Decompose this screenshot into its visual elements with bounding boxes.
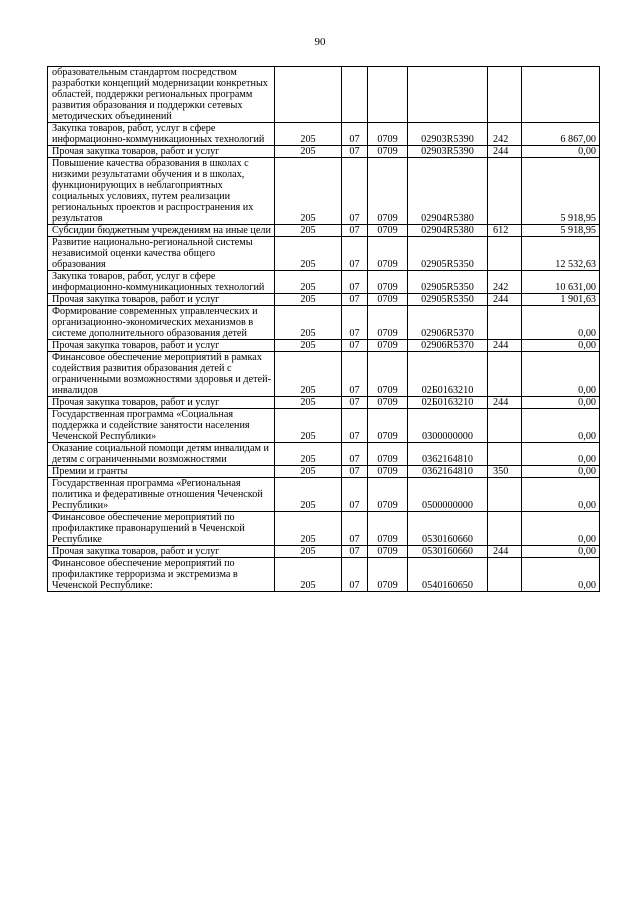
row-target-article: 02906R5370	[408, 340, 488, 352]
row-name: Развитие национально-региональной системы независимой оценки качества общего образования	[48, 237, 275, 271]
table-row	[48, 294, 600, 306]
table-row	[48, 123, 600, 146]
row-section: 07	[342, 294, 368, 306]
row-grbs: 205	[275, 546, 342, 558]
row-expense-type	[488, 409, 522, 443]
row-amount: 5 918,95	[522, 225, 600, 237]
row-amount: 5 918,95	[522, 158, 600, 225]
row-name: Формирование современных управленческих и организационно-экономических механизмов в системе дополнительного образования детей	[48, 306, 275, 340]
row-target-article: 0500000000	[408, 478, 488, 512]
row-subsection: 0709	[368, 352, 408, 397]
row-name: Оказание социальной помощи детям инвалидам и детям с ограниченными возможностями	[48, 443, 275, 466]
row-target-article: 02Б0163210	[408, 397, 488, 409]
row-section: 07	[342, 443, 368, 466]
row-grbs: 205	[275, 237, 342, 271]
row-target-article: 0530160660	[408, 512, 488, 546]
row-grbs: 205	[275, 146, 342, 158]
row-grbs: 205	[275, 466, 342, 478]
table-row	[48, 67, 600, 123]
row-grbs: 205	[275, 123, 342, 146]
row-amount: 0,00	[522, 512, 600, 546]
row-subsection: 0709	[368, 512, 408, 546]
row-subsection: 0709	[368, 225, 408, 237]
row-subsection: 0709	[368, 546, 408, 558]
row-subsection: 0709	[368, 271, 408, 294]
table-row	[48, 558, 600, 592]
row-subsection: 0709	[368, 397, 408, 409]
table-row	[48, 271, 600, 294]
row-expense-type	[488, 67, 522, 123]
row-target-article: 0362164810	[408, 443, 488, 466]
row-expense-type	[488, 512, 522, 546]
row-grbs: 205	[275, 340, 342, 352]
row-expense-type	[488, 478, 522, 512]
row-amount: 0,00	[522, 443, 600, 466]
row-grbs: 205	[275, 512, 342, 546]
row-section: 07	[342, 409, 368, 443]
row-expense-type: 244	[488, 546, 522, 558]
row-section: 07	[342, 466, 368, 478]
row-expense-type: 244	[488, 340, 522, 352]
row-amount: 6 867,00	[522, 123, 600, 146]
row-name: Финансовое обеспечение мероприятий по профилактике терроризма и экстремизма в Чеченской Республике:	[48, 558, 275, 592]
row-subsection: 0709	[368, 478, 408, 512]
row-amount: 0,00	[522, 466, 600, 478]
row-amount: 0,00	[522, 478, 600, 512]
row-target-article: 02905R5350	[408, 237, 488, 271]
table-row	[48, 443, 600, 466]
row-target-article: 0540160650	[408, 558, 488, 592]
row-name: Прочая закупка товаров, работ и услуг	[48, 146, 275, 158]
row-expense-type: 244	[488, 294, 522, 306]
row-section: 07	[342, 512, 368, 546]
row-amount: 0,00	[522, 558, 600, 592]
row-section: 07	[342, 397, 368, 409]
table-row	[48, 158, 600, 225]
row-name: образовательным стандартом посредством разработки концепций модернизации конкретных областей, поддержки региональных программ развития образования и поддержки сетевых методических объединений	[48, 67, 275, 123]
page-number: 90	[314, 36, 326, 48]
row-subsection: 0709	[368, 294, 408, 306]
row-name: Субсидии бюджетным учреждениям на иные цели	[48, 225, 275, 237]
row-subsection: 0709	[368, 558, 408, 592]
row-section: 07	[342, 146, 368, 158]
row-subsection: 0709	[368, 443, 408, 466]
row-target-article: 02904R5380	[408, 158, 488, 225]
table-row	[48, 146, 600, 158]
row-name: Прочая закупка товаров, работ и услуг	[48, 294, 275, 306]
row-amount: 10 631,00	[522, 271, 600, 294]
row-amount: 0,00	[522, 546, 600, 558]
row-subsection: 0709	[368, 146, 408, 158]
row-expense-type: 350	[488, 466, 522, 478]
row-grbs: 205	[275, 306, 342, 340]
row-section: 07	[342, 158, 368, 225]
row-target-article: 02905R5350	[408, 294, 488, 306]
row-target-article	[408, 67, 488, 123]
row-name: Прочая закупка товаров, работ и услуг	[48, 340, 275, 352]
row-target-article: 02905R5350	[408, 271, 488, 294]
row-section: 07	[342, 352, 368, 397]
row-subsection: 0709	[368, 466, 408, 478]
row-section: 07	[342, 271, 368, 294]
row-name: Закупка товаров, работ, услуг в сфере информационно-коммуникационных технологий	[48, 123, 275, 146]
table-row	[48, 512, 600, 546]
row-section: 07	[342, 306, 368, 340]
row-expense-type	[488, 443, 522, 466]
row-target-article: 02Б0163210	[408, 352, 488, 397]
row-target-article: 0530160660	[408, 546, 488, 558]
row-subsection	[368, 67, 408, 123]
row-amount: 0,00	[522, 306, 600, 340]
row-amount: 0,00	[522, 409, 600, 443]
row-subsection: 0709	[368, 306, 408, 340]
table-row	[48, 237, 600, 271]
table-row	[48, 466, 600, 478]
row-name: Закупка товаров, работ, услуг в сфере информационно-коммуникационных технологий	[48, 271, 275, 294]
row-grbs: 205	[275, 352, 342, 397]
table-row	[48, 409, 600, 443]
row-target-article: 02904R5380	[408, 225, 488, 237]
row-grbs: 205	[275, 397, 342, 409]
row-subsection: 0709	[368, 340, 408, 352]
row-amount: 0,00	[522, 397, 600, 409]
row-expense-type: 242	[488, 123, 522, 146]
row-section: 07	[342, 237, 368, 271]
row-grbs: 205	[275, 409, 342, 443]
row-section: 07	[342, 558, 368, 592]
row-target-article: 02903R5390	[408, 123, 488, 146]
row-expense-type	[488, 306, 522, 340]
row-amount	[522, 67, 600, 123]
row-name: Прочая закупка товаров, работ и услуг	[48, 397, 275, 409]
row-name: Финансовое обеспечение мероприятий по профилактике правонарушений в Чеченской Республике	[48, 512, 275, 546]
row-expense-type: 612	[488, 225, 522, 237]
table-row	[48, 225, 600, 237]
row-amount: 12 532,63	[522, 237, 600, 271]
row-grbs: 205	[275, 558, 342, 592]
row-grbs: 205	[275, 294, 342, 306]
row-name: Государственная программа «Региональная политика и федеративные отношения Чеченской Республики»	[48, 478, 275, 512]
row-name: Финансовое обеспечение мероприятий в рамках содействия развития образования детей с ограниченными возможностями здоровья и детей-инвалидов	[48, 352, 275, 397]
row-subsection: 0709	[368, 409, 408, 443]
row-grbs: 205	[275, 271, 342, 294]
row-target-article: 02903R5390	[408, 146, 488, 158]
row-amount: 0,00	[522, 340, 600, 352]
table-row	[48, 478, 600, 512]
row-amount: 0,00	[522, 352, 600, 397]
row-name: Государственная программа «Социальная поддержка и содействие занятости населения Чеченской Республики»	[48, 409, 275, 443]
row-amount: 0,00	[522, 146, 600, 158]
row-expense-type: 244	[488, 146, 522, 158]
row-expense-type: 244	[488, 397, 522, 409]
table-row	[48, 352, 600, 397]
row-section: 07	[342, 123, 368, 146]
row-amount: 1 901,63	[522, 294, 600, 306]
row-section: 07	[342, 546, 368, 558]
row-target-article: 02906R5370	[408, 306, 488, 340]
row-name: Повышение качества образования в школах с низкими результатами обучения и в школах, функционирующих в неблагоприятных социальных условиях, путем реализации региональных проектов и распространения их результатов	[48, 158, 275, 225]
row-expense-type	[488, 558, 522, 592]
row-name: Прочая закупка товаров, работ и услуг	[48, 546, 275, 558]
row-section: 07	[342, 478, 368, 512]
row-section: 07	[342, 340, 368, 352]
row-grbs: 205	[275, 225, 342, 237]
row-subsection: 0709	[368, 123, 408, 146]
row-name: Премии и гранты	[48, 466, 275, 478]
row-target-article: 0362164810	[408, 466, 488, 478]
row-grbs: 205	[275, 443, 342, 466]
row-target-article: 0300000000	[408, 409, 488, 443]
row-subsection: 0709	[368, 158, 408, 225]
row-grbs	[275, 67, 342, 123]
table-row	[48, 546, 600, 558]
row-grbs: 205	[275, 478, 342, 512]
row-subsection: 0709	[368, 237, 408, 271]
row-expense-type: 242	[488, 271, 522, 294]
row-expense-type	[488, 158, 522, 225]
row-section	[342, 67, 368, 123]
row-expense-type	[488, 352, 522, 397]
table-row	[48, 397, 600, 409]
table-row	[48, 340, 600, 352]
row-expense-type	[488, 237, 522, 271]
row-section: 07	[342, 225, 368, 237]
budget-table	[47, 66, 600, 592]
row-grbs: 205	[275, 158, 342, 225]
table-row	[48, 306, 600, 340]
